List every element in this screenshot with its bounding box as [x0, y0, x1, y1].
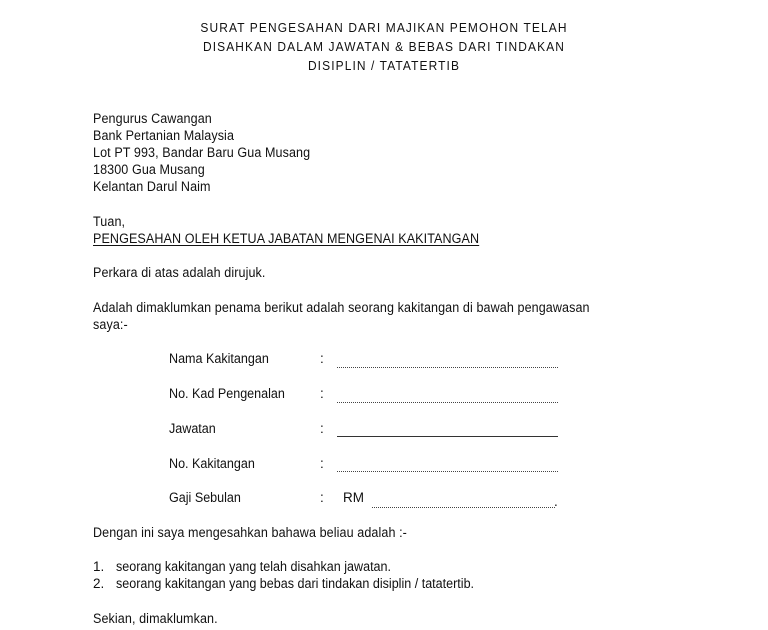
field-label-jawatan: Jawatan — [169, 421, 216, 436]
field-line-staff-no[interactable] — [337, 471, 558, 472]
subject-heading: PENGESAHAN OLEH KETUA JABATAN MENGENAI KAKITANGAN — [93, 231, 480, 246]
confirm-intro: Dengan ini saya mengesahkan bahawa beliau adalah :- — [93, 525, 407, 540]
address-line-2: Bank Pertanian Malaysia — [93, 128, 235, 143]
salutation: Tuan, — [93, 214, 126, 229]
field-label-ic: No. Kad Pengenalan — [169, 386, 285, 401]
list-number: 2. — [93, 576, 105, 591]
field-colon: : — [320, 386, 324, 401]
field-label-staff-no: No. Kakitangan — [169, 456, 255, 471]
field-line-ic[interactable] — [337, 402, 558, 403]
reference-text: Perkara di atas adalah dirujuk. — [93, 265, 266, 280]
field-label-nama: Nama Kakitangan — [169, 351, 269, 366]
address-line-5: Kelantan Darul Naim — [93, 179, 211, 194]
field-line-salary[interactable] — [372, 507, 555, 508]
address-line-3: Lot PT 993, Bandar Baru Gua Musang — [93, 145, 311, 160]
field-colon: : — [320, 421, 324, 436]
field-colon: : — [320, 456, 324, 471]
field-line-nama[interactable] — [337, 367, 558, 368]
closing-text: Sekian, dimaklumkan. — [93, 611, 218, 626]
title-line-1: SURAT PENGESAHAN DARI MAJIKAN PEMOHON TELAH — [200, 20, 568, 35]
field-colon: : — [320, 351, 324, 366]
intro-line-2: saya:- — [93, 317, 128, 332]
title-line-3: DISIPLIN / TATATERTIB — [307, 58, 461, 73]
address-line-1: Pengurus Cawangan — [93, 111, 212, 126]
list-item: seorang kakitangan yang telah disahkan jawatan. — [116, 559, 392, 574]
salary-suffix: . — [554, 494, 558, 509]
address-line-4: 18300 Gua Musang — [93, 162, 205, 177]
currency-prefix: RM — [343, 490, 364, 505]
title-line-2: DISAHKAN DALAM JAWATAN & BEBAS DARI TINDAKAN — [202, 39, 566, 54]
field-label-salary: Gaji Sebulan — [169, 490, 241, 505]
field-colon: : — [320, 490, 324, 505]
field-line-jawatan[interactable] — [337, 436, 558, 437]
list-item: seorang kakitangan yang bebas dari tindakan disiplin / tatatertib. — [116, 576, 475, 591]
list-number: 1. — [93, 559, 105, 574]
intro-line-1: Adalah dimaklumkan penama berikut adalah seorang kakitangan di bawah pengawasan — [93, 300, 590, 315]
